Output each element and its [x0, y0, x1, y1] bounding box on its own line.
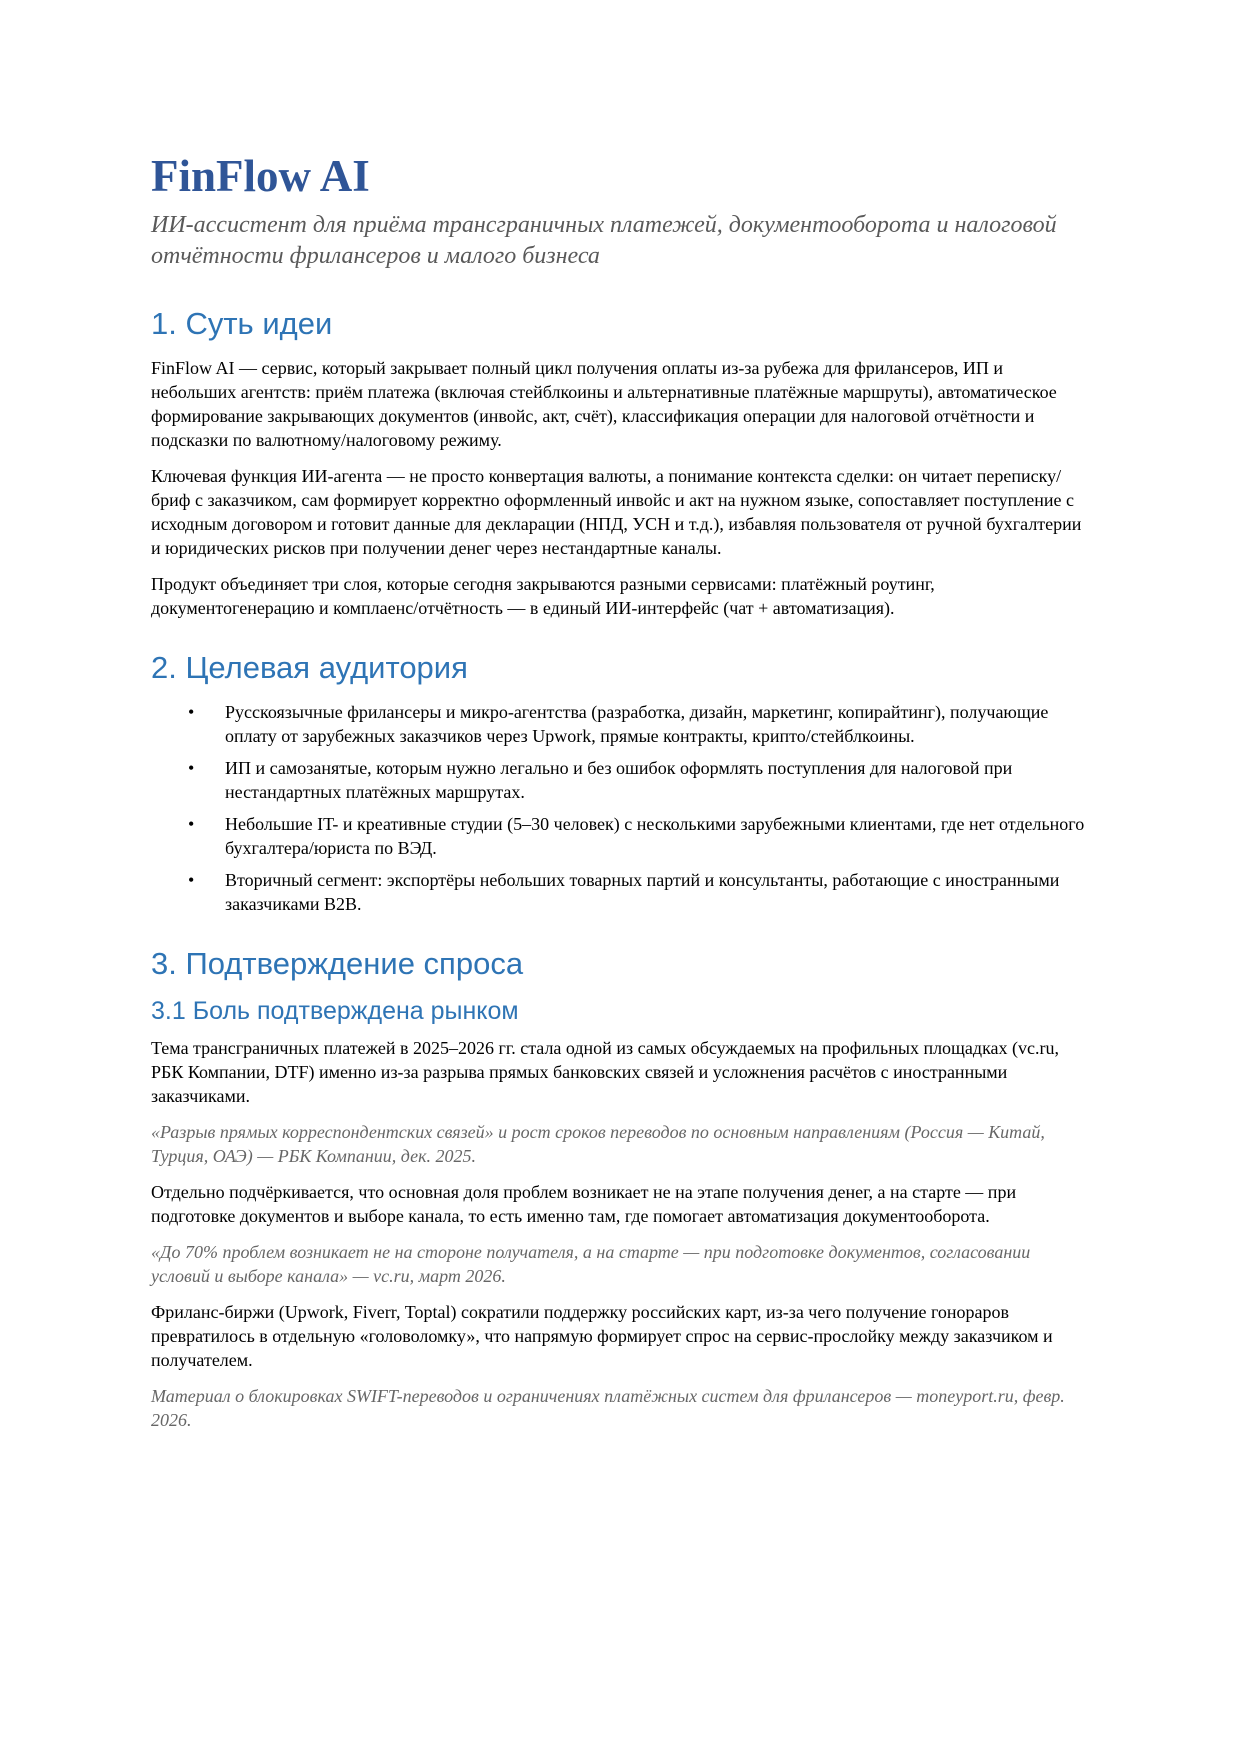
paragraph: Тема трансграничных платежей в 2025–2026 гг. стала одной из самых обсуждаемых на профильных площадках (vc.ru, РБК Компании, DTF) именно из-за разрыва прямых банковских связей и усложнения расчётов с иностранными заказчиками. — [151, 1038, 1060, 1106]
bullet-icon: • — [188, 814, 195, 834]
document-page — [151, 150, 1091, 1444]
bullet-icon: • — [188, 702, 195, 722]
list-item-text: ИП и самозанятые, которым нужно легально и без ошибок оформлять поступления для налоговой при нестандартных платёжных маршрутах. — [225, 758, 1013, 802]
paragraph: FinFlow AI — сервис, который закрывает полный цикл получения оплаты из-за рубежа для фрилансеров, ИП и небольших агентств: приём платежа (включая стейблкоины и альтернативные платёжные маршруты), автоматическое формирование закрывающих документов (инвойс, акт, счёт), классификация операции для налоговой отчётности и подсказки по валютному/налоговому режиму. — [151, 358, 1057, 450]
section-audience — [151, 650, 1091, 916]
subsection-heading: 3.1 Боль подтверждена рынком — [151, 997, 519, 1025]
quote-citation: Материал о блокировках SWIFT-переводов и ограничениях платёжных систем для фрилансеров — moneyport.ru, февр. 2026. — [151, 1386, 1065, 1430]
section-idea — [151, 306, 1091, 620]
section-heading: 1. Суть идеи — [151, 306, 333, 341]
list-item — [151, 812, 1091, 860]
bullet-icon: • — [188, 758, 195, 778]
bullet-list — [151, 700, 1091, 916]
bullet-icon: • — [188, 870, 195, 890]
paragraph: Ключевая функция ИИ-агента — не просто конвертация валюты, а понимание контекста сделки: он читает переписку/бриф с заказчиком, сам формирует корректно оформленный инвойс и акт на нужном языке, сопоставляет поступление с исходным договором и готовит данные для декларации (НПД, УСН и т.д.), избавляя пользователя от ручной бухгалтерии и юридических рисков при получении денег через нестандартные каналы. — [151, 466, 1082, 558]
quote-citation: «До 70% проблем возникает не на стороне получателя, а на старте — при подготовке документов, согласовании условий и выборе канала» — vc.ru, март 2026. — [151, 1242, 1031, 1286]
paragraph: Отдельно подчёркивается, что основная доля проблем возникает не на этапе получения денег, а на старте — при подготовке документов и выборе канала, то есть именно там, где помогает автоматизация документооборота. — [151, 1182, 1017, 1226]
quote-citation: «Разрыв прямых корреспондентских связей» и рост сроков переводов по основным направлениям (Россия — Китай, Турция, ОАЭ) — РБК Компании, дек. 2025. — [151, 1122, 1045, 1166]
document-title: FinFlow AI — [151, 151, 370, 201]
list-item — [151, 700, 1091, 748]
section-demand — [151, 946, 1091, 1432]
list-item — [151, 756, 1091, 804]
section-heading: 3. Подтверждение спроса — [151, 946, 524, 981]
paragraph: Продукт объединяет три слоя, которые сегодня закрываются разными сервисами: платёжный роутинг, документогенерацию и комплаенс/отчётность — в единый ИИ-интерфейс (чат + автоматизация). — [151, 574, 935, 618]
list-item-text: Небольшие IT- и креативные студии (5–30 человек) с несколькими зарубежными клиентами, где нет отдельного бухгалтера/юриста по ВЭД. — [225, 814, 1085, 858]
paragraph: Фриланс-биржи (Upwork, Fiverr, Toptal) сократили поддержку российских карт, из-за чего получение гонораров превратилось в отдельную «головоломку», что напрямую формирует спрос на сервис-прослойку между заказчиком и получателем. — [151, 1302, 1053, 1370]
document-subtitle: ИИ-ассистент для приёма трансграничных платежей, документооборота и налоговой отчётности фрилансеров и малого бизнеса — [151, 212, 1057, 269]
section-heading: 2. Целевая аудитория — [151, 650, 468, 685]
list-item — [151, 868, 1091, 916]
list-item-text: Вторичный сегмент: экспортёры небольших товарных партий и консультанты, работающие с иностранными заказчиками B2B. — [225, 870, 1060, 914]
list-item-text: Русскоязычные фрилансеры и микро-агентства (разработка, дизайн, маркетинг, копирайтинг), получающие оплату от зарубежных заказчиков через Upwork, прямые контракты, крипто/стейблкоины. — [225, 702, 1049, 746]
